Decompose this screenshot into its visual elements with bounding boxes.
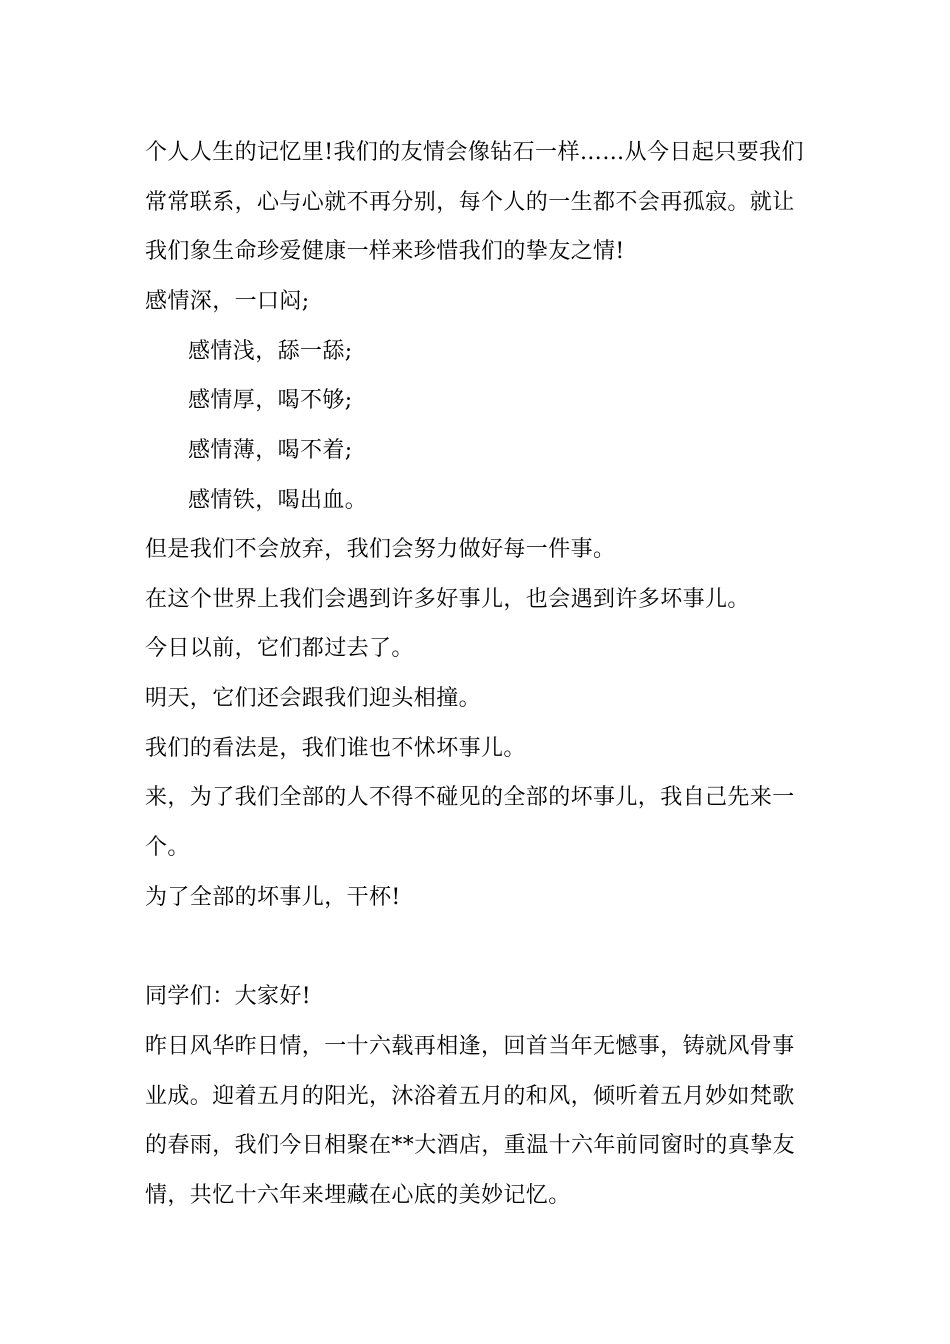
verse-line: 感情浅，舔一舔; — [188, 339, 353, 364]
paragraph-line: 常常联系，心与心就不再分别，每个人的一生都不会再孤寂。就让 — [145, 190, 795, 215]
paragraph-line: 个。 — [145, 835, 190, 860]
verse-line: 感情薄，喝不着; — [188, 438, 353, 463]
paragraph-line: 我们象生命珍爱健康一样来珍惜我们的挚友之情! — [145, 239, 625, 264]
paragraph-line: 但是我们不会放弃，我们会努力做好每一件事。 — [145, 537, 616, 562]
paragraph-line: 为了全部的坏事儿，干杯! — [145, 885, 401, 910]
paragraph-line: 情，共忆十六年来埋藏在心底的美妙记忆。 — [145, 1183, 571, 1208]
verse-line: 感情厚，喝不够; — [188, 388, 353, 413]
paragraph-line: 今日以前，它们都过去了。 — [145, 636, 414, 661]
paragraph-line: 的春雨，我们今日相聚在**大酒店，重温十六年前同窗时的真挚友 — [145, 1133, 796, 1158]
paragraph-line: 业成。迎着五月的阳光，沐浴着五月的和风，倾听着五月妙如梵歌 — [145, 1084, 795, 1109]
paragraph-line: 明天，它们还会跟我们迎头相撞。 — [145, 686, 482, 711]
paragraph-line: 个人人生的记忆里!我们的友情会像钻石一样……从今日起只要我们 — [145, 140, 804, 165]
verse-line: 感情深，一口闷; — [145, 289, 310, 314]
paragraph-line: 昨日风华昨日情，一十六载再相逢，回首当年无憾事，铸就风骨事 — [145, 1034, 795, 1059]
paragraph-line: 我们的看法是，我们谁也不怵坏事儿。 — [145, 736, 526, 761]
salutation: 同学们：大家好! — [145, 984, 312, 1009]
paragraph-line: 来，为了我们全部的人不得不碰见的全部的坏事儿，我自己先来一 — [145, 785, 795, 810]
verse-line: 感情铁，喝出血。 — [188, 488, 368, 513]
paragraph-line: 在这个世界上我们会遇到许多好事儿，也会遇到许多坏事儿。 — [145, 587, 750, 612]
